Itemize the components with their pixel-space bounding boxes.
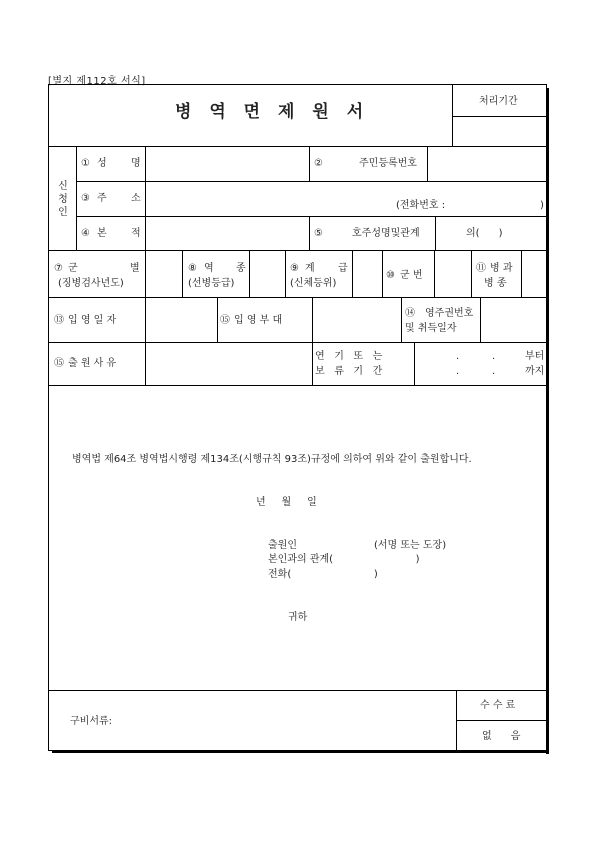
domicile-label: 본 (97, 228, 107, 239)
grid-line (435, 216, 436, 250)
enlist-unit-number: ⑮ (220, 315, 230, 326)
frame-shadow-right (546, 88, 549, 754)
enlist-date-label: 입 영 일 자 (68, 315, 117, 326)
to-label: 까지 (525, 366, 545, 377)
name-label: 성 (97, 158, 107, 169)
service-label-1: 역 (204, 263, 214, 274)
grid-line (145, 297, 146, 342)
grid-line (145, 342, 146, 385)
relation-line: 본인과의 관계( ) (268, 554, 420, 565)
residence-label-1: 영주권번호 (425, 308, 474, 319)
grid-line (285, 250, 286, 297)
date-line: 년 월 일 (256, 497, 317, 508)
grid-line (471, 250, 472, 297)
grid-line (521, 250, 522, 297)
grid-line (427, 146, 428, 181)
domicile-number: ④ (81, 228, 90, 239)
form-reference: [별지 제112호 서식] (48, 76, 146, 87)
name-label-2: 명 (131, 158, 141, 169)
enlist-date-number: ⑬ (54, 315, 64, 326)
reason-number: ⑮ (54, 358, 64, 369)
reason-label: 출 원 사 유 (68, 358, 117, 369)
branch-label-1: 군 (68, 263, 78, 274)
grid-line (182, 250, 183, 297)
from-dot-1: . (456, 351, 460, 362)
grid-line (352, 250, 353, 297)
address-label-2: 소 (131, 193, 141, 204)
residence-label-2: 및 취득일자 (405, 323, 457, 334)
applicant-line: 출원인 (268, 540, 297, 551)
grid-line (76, 181, 547, 182)
processing-period-label: 처리기간 (479, 96, 518, 107)
addressee: 귀하 (288, 612, 308, 623)
grid-line (434, 250, 435, 297)
grid-line (249, 250, 250, 297)
grid-line (145, 250, 146, 297)
service-number: ⑧ (188, 263, 197, 274)
grid-line (76, 216, 547, 217)
grid-line (312, 342, 313, 385)
phone-hint-close: ) (540, 200, 544, 211)
grid-line (48, 146, 547, 147)
grid-line (452, 84, 453, 146)
applicant-label: 신 청 인 (58, 181, 68, 218)
to-dot-2: . (492, 366, 496, 377)
residence-number: ⑭ (405, 308, 415, 319)
enlist-unit-label: 입 영 부 대 (234, 315, 283, 326)
defer-label-2: 보 류 기 간 (315, 366, 383, 377)
serial-label: 군 번 (400, 270, 423, 281)
grid-line (309, 146, 310, 181)
address-number: ③ (81, 193, 90, 204)
rank-label-2: 급 (338, 263, 348, 274)
to-dot-1: . (456, 366, 460, 377)
grid-line (456, 690, 457, 751)
family-number: ⑤ (314, 228, 323, 239)
grid-line (480, 297, 481, 342)
defer-label-1: 연 기 또 는 (315, 351, 383, 362)
branch-label-2: 별 (130, 263, 140, 274)
phone-hint: (전화번호 : (396, 200, 446, 211)
branch2-number: ⑪ (476, 263, 486, 274)
from-dot-2: . (492, 351, 496, 362)
grid-line (452, 116, 547, 117)
serial-number: ⑩ (386, 270, 395, 281)
branch-number: ⑦ (54, 263, 63, 274)
grid-line (414, 342, 415, 385)
fee-label: 수 수 료 (480, 700, 516, 711)
branch2-label-2: 병 종 (484, 278, 507, 289)
grid-line (382, 250, 383, 297)
domicile-label-2: 적 (131, 228, 141, 239)
rrn-label: 주민등록번호 (359, 158, 417, 169)
fee-value: 없 음 (482, 731, 521, 742)
documents-label: 구비서류: (70, 716, 113, 727)
branch2-label-1: 병 과 (490, 263, 513, 274)
name-number: ① (81, 158, 90, 169)
service-sub: (선병등급) (188, 278, 235, 289)
rank-number: ⑨ (290, 263, 299, 274)
rank-label-1: 계 (305, 263, 315, 274)
form-title: 병 역 면 제 원 서 (175, 102, 370, 122)
family-value: 의( ) (466, 228, 503, 239)
grid-line (48, 385, 547, 386)
grid-line (401, 297, 402, 342)
form-frame (48, 84, 547, 751)
grid-line (456, 720, 547, 721)
rrn-number: ② (314, 158, 323, 169)
statement-text: 병역법 제64조 병역법시행령 제134조(시행규칙 93조)규정에 의하여 위와 같이 출원합니다. (72, 454, 472, 465)
grid-line (48, 690, 547, 691)
grid-line (217, 297, 218, 342)
grid-line (145, 146, 146, 250)
grid-line (76, 146, 77, 250)
grid-line (312, 297, 313, 342)
branch-sub: (징병검사년도) (58, 278, 124, 289)
rank-sub: (신체등위) (290, 278, 337, 289)
sign-hint: (서명 또는 도장) (374, 540, 447, 551)
grid-line (48, 250, 547, 251)
grid-line (48, 297, 547, 298)
frame-shadow-bottom (52, 750, 549, 753)
grid-line (48, 342, 547, 343)
address-label: 주 (97, 193, 107, 204)
grid-line (309, 216, 310, 250)
phone-line: 전화( ) (268, 569, 378, 580)
service-label-2: 종 (236, 263, 246, 274)
from-label: 부터 (525, 351, 545, 362)
family-label: 호주성명및관계 (352, 228, 420, 239)
